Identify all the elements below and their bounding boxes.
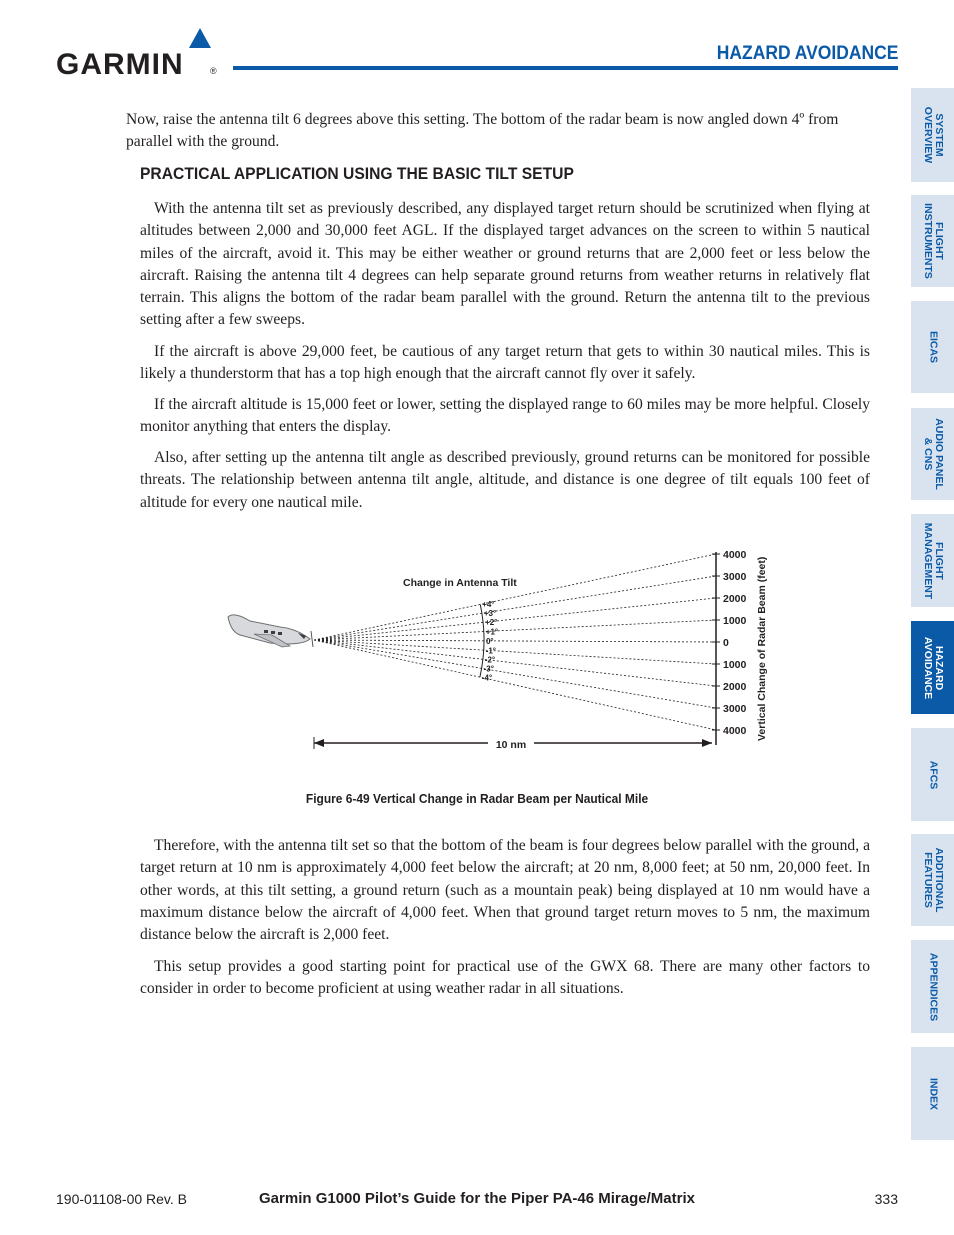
- garmin-triangle-icon: [189, 28, 211, 48]
- tab-label: EICAS: [927, 330, 939, 364]
- altitude-tick-label: 0: [723, 637, 729, 649]
- beam-line: [314, 640, 716, 686]
- altitude-tick-label: 4000: [723, 725, 747, 737]
- aircraft-icon: [228, 615, 313, 647]
- tab-hazard-avoidance[interactable]: [911, 621, 954, 714]
- tab-label: APPENDICES: [927, 952, 939, 1021]
- tab-afcs[interactable]: [911, 728, 954, 821]
- tab-appendices[interactable]: [911, 940, 954, 1033]
- tilt-mark-label: +4°: [482, 600, 495, 610]
- figure-caption: [0, 791, 954, 806]
- tab-label: HAZARD AVOIDANCE: [921, 636, 945, 699]
- paragraph: If the aircraft altitude is 15,000 feet or lower, setting the displayed range to 60 miles may be more helpful. Closely monitor anything that enters the display.: [140, 396, 870, 436]
- tilt-mark-label: -4°: [481, 673, 493, 683]
- registered-mark: ®: [210, 66, 217, 76]
- tab-audio-panel-cns[interactable]: [911, 408, 954, 500]
- header-rule: [233, 66, 898, 70]
- tab-eicas[interactable]: [911, 301, 954, 393]
- altitude-tick-label: 1000: [723, 659, 747, 671]
- beam-line: [314, 554, 716, 640]
- tilt-mark-label: +3°: [483, 608, 497, 618]
- tilt-mark-label: -3°: [483, 664, 494, 674]
- document-title: Garmin G1000 Pilot’s Guide for the Piper PA-46 Mirage/Matrix: [259, 1190, 695, 1207]
- page-number: 333: [874, 1191, 898, 1207]
- altitude-tick-label: 3000: [723, 571, 747, 583]
- altitude-tick-label: 3000: [723, 703, 747, 715]
- figure-caption-text: Figure 6-49 Vertical Change in Radar Beam per Nautical Mile: [305, 791, 649, 806]
- radar-beam-figure: [220, 535, 780, 760]
- altitude-tick-label: 4000: [723, 549, 747, 561]
- tab-label: ADDITIONAL FEATURES: [921, 847, 945, 913]
- axis-label: Vertical Change of Radar Beam (feet): [756, 556, 768, 741]
- tilt-mark-label: +2°: [485, 618, 498, 628]
- beam-line: [314, 640, 716, 664]
- tab-label: FLIGHT MANAGEMENT: [921, 522, 945, 599]
- tab-additional-features[interactable]: [911, 834, 954, 926]
- altitude-tick-column: [712, 549, 747, 737]
- tab-label: INDEX: [927, 1077, 939, 1110]
- distance-label: 10 nm: [495, 739, 527, 751]
- tab-index[interactable]: [911, 1047, 954, 1140]
- tab-label: AFCS: [927, 760, 939, 789]
- logo-wordmark: GARMIN: [56, 48, 184, 81]
- tab-label: SYSTEM OVERVIEW: [921, 106, 945, 164]
- tab-flight-instruments[interactable]: [911, 195, 954, 287]
- beam-line: [314, 640, 716, 642]
- intro-paragraph: Now, raise the antenna tilt 6 degrees above this setting. The bottom of the radar beam is now angled down 4º from parallel with the ground.: [126, 111, 839, 151]
- garmin-logo: [56, 28, 220, 81]
- altitude-tick-label: 1000: [723, 615, 747, 627]
- altitude-tick-label: 2000: [723, 681, 747, 693]
- beam-line: [314, 640, 716, 708]
- section-title: HAZARD AVOIDANCE: [716, 43, 898, 64]
- tab-label: FLIGHT INSTRUMENTS: [921, 203, 945, 279]
- beam-line: [314, 640, 716, 730]
- tab-label: AUDIO PANEL & CNS: [921, 418, 945, 490]
- tilt-mark-label: -2°: [484, 655, 496, 665]
- tilt-mark-label: +1°: [485, 627, 499, 637]
- tab-system-overview[interactable]: [911, 88, 954, 182]
- tilt-mark-label: 0°: [485, 636, 494, 646]
- paragraph: If the aircraft is above 29,000 feet, be cautious of any target return that gets to within 30 nautical miles. This is likely a thunderstorm that has a top high enough that the aircraft cannot fly over it safely.: [140, 343, 870, 383]
- paragraph: Therefore, with the antenna tilt set so that the bottom of the beam is four degrees below parallel with the ground, a target return at 10 nm is approximately 4,000 feet below the aircraft; at 20 nm, 8,000 feet; at 50 nm, 20,000 feet. In other words, at this tilt setting, a ground return (such as a mountain peak) being displayed at 10 nm would have a maximum distance below the aircraft of 4,000 feet. When that ground target return moves to 5 nm, the maximum distance below the aircraft is 2,000 feet.: [140, 837, 870, 944]
- tilt-label: Change in Antenna Tilt: [403, 577, 517, 589]
- tilt-mark-label: -1°: [485, 646, 497, 656]
- paragraph: This setup provides a good starting point for practical use of the GWX 68. There are many other factors to consider in order to become proficient at using weather radar in all situations.: [140, 958, 870, 998]
- beam-line: [314, 598, 716, 640]
- paragraph: With the antenna tilt set as previously described, any displayed target return should be scrutinized when flying at altitudes between 2,000 and 30,000 feet AGL. If the displayed target advances on the screen to within 5 nautical miles of the aircraft, avoid it. This may be either weather or ground returns that are 2,000 feet or less below the aircraft. Raising the antenna tilt 4 degrees can help separate ground returns from weather returns in relatively flat terrain. This aligns the bottom of the radar beam parallel with the ground. Return the antenna tilt to the previous setting after a few sweeps.: [140, 200, 870, 329]
- document-number: 190-01108-00 Rev. B: [56, 1191, 188, 1207]
- section-heading: PRACTICAL APPLICATION USING THE BASIC TILT SETUP: [140, 164, 574, 183]
- altitude-tick-label: 2000: [723, 593, 747, 605]
- tab-flight-management[interactable]: [911, 514, 954, 607]
- paragraph: Also, after setting up the antenna tilt angle as described previously, ground returns can be monitored for possible threats. The relationship between antenna tilt angle, altitude, and distance is one degree of tilt equals 100 feet of altitude for every one nautical mile.: [140, 449, 870, 511]
